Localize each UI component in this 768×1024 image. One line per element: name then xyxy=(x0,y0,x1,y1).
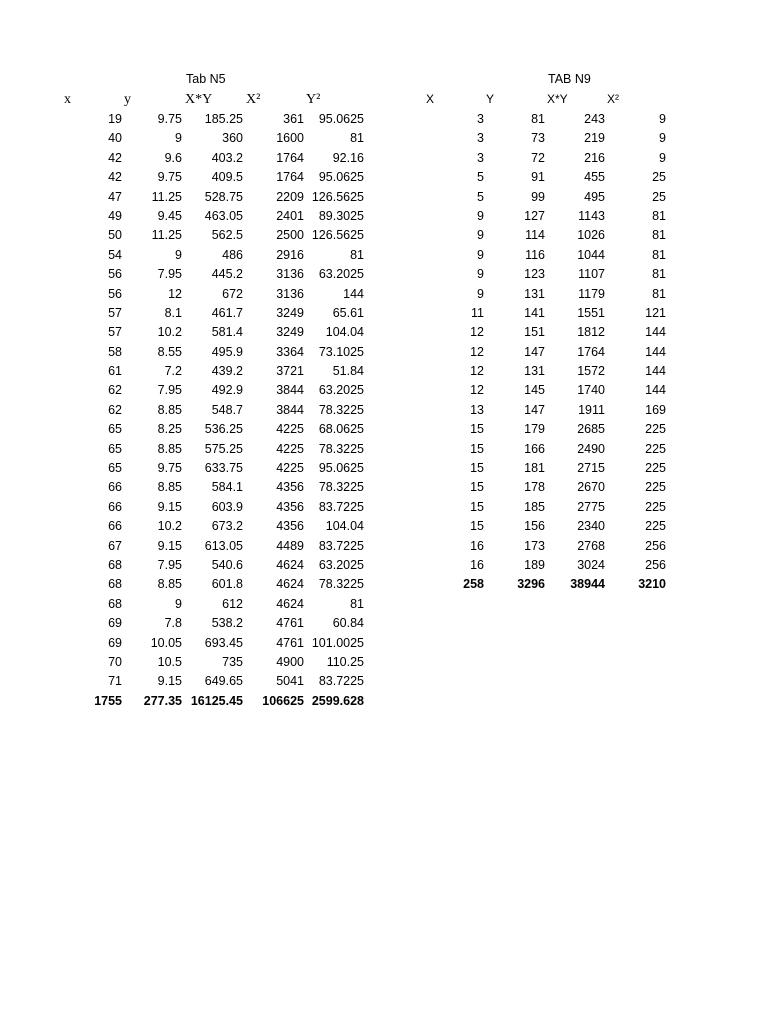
cell-x: 16 xyxy=(470,538,484,553)
cell-y: 81 xyxy=(531,112,545,126)
cell-x-squared: 81 xyxy=(652,267,666,282)
cell-y-squared: 78.3225 xyxy=(318,402,364,417)
cell-xy: 409.5 xyxy=(211,170,243,185)
cell-y: 7.8 xyxy=(164,616,182,631)
cell-y: 9.75 xyxy=(157,112,182,126)
cell-x: 15 xyxy=(470,461,484,476)
cell-x-squared: 3249 xyxy=(276,325,304,340)
cell-xy: 1044 xyxy=(577,247,605,262)
cell-y-squared: 81 xyxy=(350,247,364,262)
cell-y: 3296 xyxy=(517,577,545,592)
cell-xy: 2340 xyxy=(577,519,605,534)
cell-x: 12 xyxy=(470,344,484,359)
cell-y: 8.85 xyxy=(157,577,182,592)
cell-y-squared: 83.7225 xyxy=(318,499,364,514)
cell-x-squared: 225 xyxy=(645,480,666,495)
cell-x-squared: 169 xyxy=(645,402,666,417)
column-header-y-squared: Y² xyxy=(306,92,321,107)
cell-xy: 1026 xyxy=(577,228,605,243)
cell-y: 166 xyxy=(524,441,545,456)
cell-x-squared: 3844 xyxy=(276,402,304,417)
cell-xy: 439.2 xyxy=(211,364,243,379)
cell-x: 49 xyxy=(108,208,122,223)
cell-xy: 492.9 xyxy=(211,383,243,398)
cell-xy: 486 xyxy=(222,247,243,262)
cell-x: 42 xyxy=(108,150,122,165)
cell-y-squared: 104.04 xyxy=(325,519,364,534)
cell-x: 9 xyxy=(477,286,484,301)
cell-x-squared: 4225 xyxy=(276,461,304,476)
cell-y: 116 xyxy=(525,247,545,262)
cell-y: 9 xyxy=(175,596,182,611)
cell-y-squared: 144 xyxy=(343,286,364,301)
cell-x: 258 xyxy=(463,577,484,592)
cell-x: 70 xyxy=(108,654,122,669)
cell-xy: 562.5 xyxy=(211,228,243,243)
cell-x: 50 xyxy=(108,228,122,243)
cell-y: 9.15 xyxy=(157,538,182,553)
cell-x: 66 xyxy=(108,480,122,495)
cell-x-squared: 3136 xyxy=(276,267,304,282)
cell-xy: 2715 xyxy=(577,461,605,476)
cell-x-squared: 225 xyxy=(645,461,666,476)
cell-y: 173 xyxy=(524,538,545,553)
cell-x-squared: 225 xyxy=(645,441,666,456)
cell-x: 68 xyxy=(108,577,122,592)
cell-y-squared: 63.2025 xyxy=(318,267,364,282)
cell-y-squared: 78.3225 xyxy=(318,441,364,456)
cell-x: 57 xyxy=(108,325,122,340)
cell-y: 91 xyxy=(531,170,545,185)
cell-x: 65 xyxy=(108,422,122,437)
cell-y: 151 xyxy=(524,325,545,340)
cell-y-squared: 104.04 xyxy=(325,325,364,340)
cell-x-squared: 3364 xyxy=(276,344,304,359)
cell-x: 40 xyxy=(108,131,122,146)
cell-y-squared: 81 xyxy=(350,131,364,146)
cell-x: 5 xyxy=(477,170,484,185)
cell-x-squared: 4356 xyxy=(276,499,304,514)
cell-xy: 495.9 xyxy=(211,344,243,359)
cell-y-squared: 110.25 xyxy=(326,654,364,669)
cell-x: 67 xyxy=(108,538,122,553)
cell-x: 56 xyxy=(108,286,122,301)
cell-y: 9.75 xyxy=(157,461,182,476)
cell-xy: 672 xyxy=(222,286,243,301)
table-title: Tab N5 xyxy=(186,72,226,86)
cell-x: 71 xyxy=(108,674,122,689)
cell-y: 9.45 xyxy=(157,208,182,223)
cell-y-squared: 126.5625 xyxy=(311,228,364,243)
cell-y-squared: 83.7225 xyxy=(318,538,364,553)
cell-xy: 612 xyxy=(222,596,243,611)
cell-xy: 463.05 xyxy=(204,208,243,223)
cell-y: 9.15 xyxy=(157,499,182,514)
cell-x-squared: 3721 xyxy=(276,364,304,379)
cell-x: 15 xyxy=(470,480,484,495)
cell-x-squared: 9 xyxy=(659,112,666,126)
cell-xy: 1143 xyxy=(578,208,605,223)
cell-x: 62 xyxy=(108,383,122,398)
cell-y: 131 xyxy=(524,286,545,301)
cell-x: 42 xyxy=(108,170,122,185)
cell-x: 68 xyxy=(108,596,122,611)
cell-x: 54 xyxy=(108,247,122,262)
cell-y: 10.05 xyxy=(150,635,182,650)
cell-x-squared: 1600 xyxy=(276,131,304,146)
cell-y: 7.2 xyxy=(164,364,182,379)
cell-y: 9.6 xyxy=(164,150,182,165)
cell-x-squared: 144 xyxy=(645,344,666,359)
cell-x-squared: 4761 xyxy=(276,635,304,650)
cell-x: 61 xyxy=(108,364,122,379)
cell-y: 9.75 xyxy=(157,170,182,185)
cell-xy: 185.25 xyxy=(204,112,243,126)
cell-x: 11 xyxy=(471,305,484,320)
cell-y: 179 xyxy=(524,422,545,437)
cell-x: 65 xyxy=(108,441,122,456)
cell-y: 178 xyxy=(524,480,545,495)
cell-xy: 1911 xyxy=(578,402,605,417)
cell-x-squared: 25 xyxy=(652,170,666,185)
cell-xy: 528.75 xyxy=(204,189,243,204)
cell-x: 3 xyxy=(477,150,484,165)
cell-xy: 540.6 xyxy=(211,557,243,572)
cell-y: 73 xyxy=(531,131,545,146)
cell-xy: 1740 xyxy=(577,383,605,398)
cell-x-squared: 4489 xyxy=(276,538,304,553)
table-title: TAB N9 xyxy=(548,72,591,86)
cell-x-squared: 9 xyxy=(659,131,666,146)
cell-x: 13 xyxy=(470,402,484,417)
cell-x-squared: 9 xyxy=(659,150,666,165)
cell-xy: 581.4 xyxy=(211,325,243,340)
cell-y: 9.15 xyxy=(157,674,182,689)
cell-x: 3 xyxy=(477,131,484,146)
cell-y: 147 xyxy=(524,344,545,359)
cell-x-squared: 2916 xyxy=(276,247,304,262)
cell-x: 66 xyxy=(108,519,122,534)
cell-x: 19 xyxy=(108,112,122,126)
cell-xy: 455 xyxy=(584,170,605,185)
cell-y-squared: 78.3225 xyxy=(318,577,364,592)
cell-xy: 243 xyxy=(584,112,605,126)
cell-x-squared: 256 xyxy=(645,538,666,553)
cell-y-squared: 51.84 xyxy=(332,364,364,379)
cell-y-squared: 101.0025 xyxy=(311,635,364,650)
cell-y-squared: 95.0625 xyxy=(318,461,364,476)
cell-xy: 536.25 xyxy=(204,422,243,437)
cell-y: 11.25 xyxy=(151,189,182,204)
cell-y-squared: 83.7225 xyxy=(318,674,364,689)
cell-y-squared: 78.3225 xyxy=(318,480,364,495)
cell-y: 127 xyxy=(524,208,545,223)
cell-x: 9 xyxy=(477,247,484,262)
cell-y-squared: 92.16 xyxy=(332,150,364,165)
cell-xy: 649.65 xyxy=(204,674,243,689)
cell-x: 12 xyxy=(470,364,484,379)
cell-xy: 673.2 xyxy=(211,519,243,534)
cell-x: 15 xyxy=(470,499,484,514)
cell-y: 10.2 xyxy=(157,519,182,534)
cell-y: 145 xyxy=(524,383,545,398)
cell-x-squared: 81 xyxy=(652,247,666,262)
cell-y: 8.55 xyxy=(157,344,182,359)
cell-y: 8.85 xyxy=(157,402,182,417)
cell-x-squared: 4356 xyxy=(276,480,304,495)
cell-xy: 1179 xyxy=(578,286,605,301)
cell-y: 7.95 xyxy=(157,383,182,398)
cell-xy: 1572 xyxy=(577,364,605,379)
cell-xy: 219 xyxy=(584,131,605,146)
cell-xy: 16125.45 xyxy=(190,693,243,708)
cell-y-squared: 63.2025 xyxy=(318,383,364,398)
cell-xy: 1107 xyxy=(578,267,605,282)
cell-y: 99 xyxy=(531,189,545,204)
cell-y: 114 xyxy=(525,228,545,243)
cell-xy: 603.9 xyxy=(211,499,243,514)
cell-x-squared: 81 xyxy=(652,286,666,301)
cell-xy: 461.7 xyxy=(211,305,243,320)
cell-x: 15 xyxy=(470,519,484,534)
cell-y: 8.1 xyxy=(164,305,182,320)
cell-x: 62 xyxy=(108,402,122,417)
cell-y: 185 xyxy=(524,499,545,514)
cell-xy: 548.7 xyxy=(211,402,243,417)
cell-x-squared: 4356 xyxy=(276,519,304,534)
cell-x-squared: 3136 xyxy=(276,286,304,301)
cell-y: 11.25 xyxy=(151,228,182,243)
column-header-x: x xyxy=(64,92,71,107)
cell-xy: 2775 xyxy=(577,499,605,514)
cell-x: 9 xyxy=(477,208,484,223)
cell-y: 8.85 xyxy=(157,441,182,456)
cell-y: 8.85 xyxy=(157,480,182,495)
cell-x-squared: 144 xyxy=(645,383,666,398)
column-header-x: X xyxy=(426,92,435,106)
cell-x-squared: 225 xyxy=(645,422,666,437)
cell-x-squared: 4624 xyxy=(276,557,304,572)
cell-x: 69 xyxy=(108,616,122,631)
column-header-y: y xyxy=(124,92,131,107)
cell-x-squared: 256 xyxy=(645,557,666,572)
cell-y: 156 xyxy=(524,519,545,534)
cell-y-squared: 126.5625 xyxy=(311,189,364,204)
cell-x-squared: 225 xyxy=(645,519,666,534)
cell-x-squared: 3210 xyxy=(638,577,666,592)
cell-x-squared: 106625 xyxy=(262,693,304,708)
cell-y-squared: 95.0625 xyxy=(318,170,364,185)
cell-y-squared: 63.2025 xyxy=(318,557,364,572)
cell-xy: 584.1 xyxy=(211,480,243,495)
cell-y-squared: 60.84 xyxy=(332,616,364,631)
cell-xy: 2490 xyxy=(577,441,605,456)
column-header-y: Y xyxy=(486,92,495,106)
cell-x-squared: 121 xyxy=(645,305,666,320)
cell-y-squared: 95.0625 xyxy=(318,112,364,126)
cell-x: 66 xyxy=(108,499,122,514)
cell-y-squared: 89.3025 xyxy=(318,208,364,223)
cell-x-squared: 4900 xyxy=(276,654,304,669)
cell-x: 16 xyxy=(470,557,484,572)
cell-xy: 1551 xyxy=(577,305,605,320)
cell-xy: 575.25 xyxy=(204,441,243,456)
cell-x: 15 xyxy=(470,422,484,437)
cell-x: 47 xyxy=(108,189,122,204)
cell-y: 123 xyxy=(524,267,545,282)
cell-xy: 403.2 xyxy=(211,150,243,165)
cell-x: 9 xyxy=(477,228,484,243)
column-header-x-squared: X² xyxy=(607,92,619,106)
cell-x-squared: 4761 xyxy=(276,616,304,631)
cell-x: 68 xyxy=(108,557,122,572)
cell-xy: 613.05 xyxy=(204,538,243,553)
cell-xy: 538.2 xyxy=(211,616,243,631)
cell-xy: 601.8 xyxy=(211,577,243,592)
cell-y: 10.2 xyxy=(157,325,182,340)
cell-xy: 1812 xyxy=(577,325,605,340)
cell-x-squared: 144 xyxy=(645,364,666,379)
column-header-xy: X*Y xyxy=(185,92,213,107)
cell-y: 131 xyxy=(524,364,545,379)
cell-x-squared: 361 xyxy=(283,112,304,126)
cell-x-squared: 4225 xyxy=(276,422,304,437)
cell-xy: 1764 xyxy=(577,344,605,359)
cell-xy: 2670 xyxy=(577,480,605,495)
cell-y-squared: 68.0625 xyxy=(318,422,364,437)
cell-x: 5 xyxy=(477,189,484,204)
cell-x: 69 xyxy=(108,635,122,650)
cell-x-squared: 4624 xyxy=(276,596,304,611)
cell-y: 10.5 xyxy=(157,654,182,669)
cell-y: 7.95 xyxy=(157,557,182,572)
column-header-x-squared: X² xyxy=(246,92,261,107)
cell-x: 9 xyxy=(477,267,484,282)
cell-y: 189 xyxy=(524,557,545,572)
cell-x-squared: 2209 xyxy=(276,189,304,204)
cell-xy: 633.75 xyxy=(204,461,243,476)
cell-y: 72 xyxy=(531,150,545,165)
cell-y: 9 xyxy=(175,247,182,262)
cell-xy: 2768 xyxy=(577,538,605,553)
cell-xy: 2685 xyxy=(577,422,605,437)
cell-x: 57 xyxy=(108,305,122,320)
cell-x: 3 xyxy=(477,112,484,126)
cell-xy: 216 xyxy=(584,150,605,165)
cell-xy: 735 xyxy=(222,654,243,669)
cell-x-squared: 1764 xyxy=(276,150,304,165)
cell-y: 7.95 xyxy=(157,267,182,282)
cell-y-squared: 65.61 xyxy=(332,305,364,320)
cell-x-squared: 3844 xyxy=(276,383,304,398)
cell-x-squared: 81 xyxy=(652,228,666,243)
cell-x-squared: 81 xyxy=(652,208,666,223)
cell-x: 12 xyxy=(470,383,484,398)
cell-x-squared: 144 xyxy=(645,325,666,340)
cell-y: 147 xyxy=(524,402,545,417)
cell-x: 65 xyxy=(108,461,122,476)
cell-xy: 38944 xyxy=(570,577,605,592)
cell-xy: 3024 xyxy=(577,557,605,572)
cell-y: 12 xyxy=(168,286,182,301)
cell-xy: 360 xyxy=(222,131,243,146)
cell-x-squared: 3249 xyxy=(276,305,304,320)
cell-y-squared: 2599.628 xyxy=(311,693,364,708)
cell-x: 1755 xyxy=(94,693,122,708)
cell-y: 277.35 xyxy=(143,693,182,708)
cell-x: 15 xyxy=(470,441,484,456)
cell-x: 12 xyxy=(470,325,484,340)
cell-y: 141 xyxy=(524,305,545,320)
cell-x-squared: 5041 xyxy=(276,674,304,689)
cell-x: 56 xyxy=(108,267,122,282)
cell-xy: 445.2 xyxy=(211,267,243,282)
cell-x-squared: 25 xyxy=(652,189,666,204)
cell-xy: 693.45 xyxy=(204,635,243,650)
cell-x-squared: 4225 xyxy=(276,441,304,456)
cell-y: 9 xyxy=(175,131,182,146)
cell-y-squared: 73.1025 xyxy=(318,344,364,359)
cell-x-squared: 2401 xyxy=(276,208,304,223)
cell-xy: 495 xyxy=(584,189,605,204)
cell-x-squared: 4624 xyxy=(276,577,304,592)
column-header-xy: X*Y xyxy=(547,92,568,106)
cell-y: 181 xyxy=(524,461,545,476)
cell-x: 58 xyxy=(108,344,122,359)
cell-x-squared: 225 xyxy=(645,499,666,514)
cell-y: 8.25 xyxy=(157,422,182,437)
cell-x-squared: 2500 xyxy=(276,228,304,243)
cell-y-squared: 81 xyxy=(350,596,364,611)
cell-x-squared: 1764 xyxy=(276,170,304,185)
